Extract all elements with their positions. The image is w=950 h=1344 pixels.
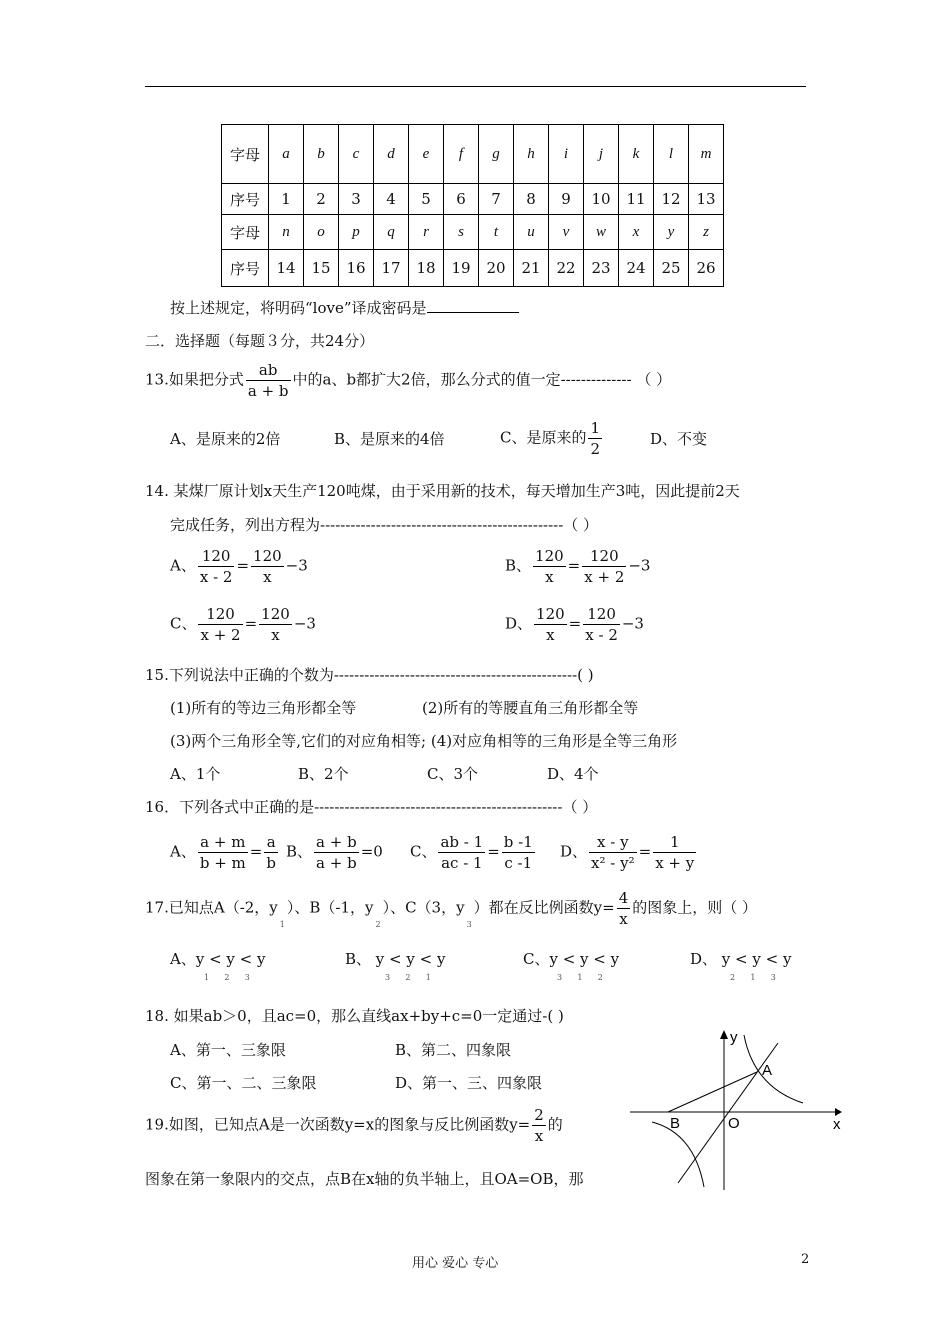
letter-cell: y [654,215,689,250]
q13-option-d: D、不变 [650,430,708,448]
frac-denominator: a + b [316,854,357,872]
option-tail: −3 [621,614,644,633]
number-cell: 7 [479,184,514,215]
fraction [534,604,567,645]
letter-cell: k [619,125,654,184]
fraction [582,546,626,587]
frac-numerator: ab - 1 [440,833,484,851]
question-19 [145,1105,563,1146]
option-text: B、 y < y < y [345,950,446,968]
q13-option-b: B、是原来的4倍 [334,430,445,448]
fraction [502,832,535,873]
q15-stem: 15.下列说法中正确的个数为------------------------------------------------( ) [145,666,594,684]
letter-cell: g [479,125,514,184]
letter-cell: j [584,125,619,184]
frac-denominator: x² - y² [591,854,635,872]
q13-option-c-text: C、是原来的 [500,428,587,447]
number-cell: 10 [584,184,619,215]
option-tail: −3 [285,556,308,575]
number-cell: 16 [339,250,374,287]
q17-option-d [690,948,791,982]
fraction [653,832,696,873]
frac-denominator: a + b [247,382,289,400]
letter-cell: f [444,125,479,184]
frac-numerator: 120 [535,547,564,565]
option-text: A、y < y < y [170,950,266,968]
fraction [532,1105,546,1146]
frac-denominator: x [545,568,554,586]
q17-text: ）、C（3，y [382,898,465,917]
letter-cell: w [584,215,619,250]
number-cell: 6 [444,184,479,215]
number-cell: 4 [374,184,409,215]
q15-option-a: A、1个 [170,765,221,783]
letter-cell: a [269,125,304,184]
option-label: A、 [170,556,196,575]
q19-text: 19.如图，已知点A是一次函数y=x的图象与反比例函数y= [145,1115,531,1134]
q18-option-b: B、第二、四象限 [395,1041,512,1059]
q18-option-d: D、第一、三、四象限 [395,1074,543,1092]
q18-option-a: A、第一、三象限 [170,1041,286,1059]
header-rule [145,86,806,87]
letter-cell: l [654,125,689,184]
letter-cell: h [514,125,549,184]
label-o: O [728,1115,740,1132]
frac-numerator: b -1 [503,833,533,851]
q14-line2: 完成任务，列出方程为------------------------------------------------（ ） [170,516,599,534]
letter-cell: c [339,125,374,184]
q13-fraction [246,360,291,401]
table-row-numbers-2 [222,250,724,287]
letter-cell: n [269,215,304,250]
q15-statement-1: (1)所有的等边三角形都全等 [170,699,357,717]
option-subscripts: 3 1 2 [557,973,603,982]
option-subscripts: 2 1 3 [730,973,776,982]
number-cell: 1 [269,184,304,215]
fraction [583,604,620,645]
frac-numerator: ab [246,360,291,381]
letter-cell: u [514,215,549,250]
table-row-letters-1 [222,125,724,184]
letter-cell: s [444,215,479,250]
row-label: 序号 [222,184,269,215]
q17-option-b [345,948,445,982]
fraction [259,604,292,645]
letter-cell: r [409,215,444,250]
frac-numerator: 4 [618,889,629,907]
number-cell: 26 [689,250,724,287]
q15-statement-3-4: (3)两个三角形全等,它们的对应角相等; (4)对应角相等的三角形是全等三角形 [170,732,678,750]
fraction [314,832,359,873]
option-label: C、 [410,842,437,861]
letter-cell: b [304,125,339,184]
frac-numerator: 1 [653,832,696,853]
frac-denominator: b + m [199,854,246,872]
number-cell: 20 [479,250,514,287]
q14-option-d: D、 $\frac{120}{x}$ = $\frac{120}{x - 2}$ −3 [505,605,644,644]
q16-option-d: D、 $\frac{x - y}{\text{x² - y²}}$ = $\frac{1}{x + y}$ [560,833,695,872]
label-x: x [833,1116,841,1133]
letter-cell: v [549,215,584,250]
number-cell: 3 [339,184,374,215]
letter-cell: z [689,215,724,250]
frac-numerator: 120 [583,604,620,625]
label-b: B [670,1115,681,1132]
fraction [198,832,248,873]
number-cell: 24 [619,250,654,287]
number-cell: 9 [549,184,584,215]
option-label: D、 [560,842,588,861]
row-label: 字母 [222,125,269,184]
frac-numerator: 120 [198,604,242,625]
frac-denominator: x [534,1127,544,1145]
number-cell: 18 [409,250,444,287]
frac-numerator: 120 [198,546,235,567]
q14-option-c: C、 $\frac{120}{x + 2}$ = $\frac{120}{x}$ −3 [170,605,316,644]
option-tail: −3 [628,556,651,575]
section-title: 二．选择题（每题３分，共24分） [145,332,375,350]
number-cell: 13 [689,184,724,215]
row-label: 字母 [222,215,269,250]
frac-numerator: 1 [590,419,601,437]
number-cell: 14 [269,250,304,287]
letter-cell: x [619,215,654,250]
frac-denominator: x + 2 [200,626,241,644]
letter-cell: o [304,215,339,250]
frac-denominator: x [271,626,280,644]
option-subscripts: 3 2 1 [385,973,431,982]
hyperbola-branch-1 [744,1035,803,1103]
q14-option-a: A、 $\frac{120}{x - 2}$ = $\frac{120}{x}$ −3 [170,547,308,586]
number-cell: 15 [304,250,339,287]
number-cell: 8 [514,184,549,215]
subscript: 1 [279,919,285,929]
q16-stem: 16．下列各式中正确的是-------------------------------------------------（ ） [145,798,598,816]
option-label: D、 [505,614,533,633]
letter-cell: q [374,215,409,250]
frac-denominator: x [546,626,555,644]
frac-denominator: x - 2 [199,568,233,586]
q19-text: 的 [547,1115,563,1134]
q17-text: 的图象上，则（ ） [632,898,758,917]
number-cell: 23 [584,250,619,287]
option-label: B、 [286,842,313,861]
frac-denominator: 2 [590,440,601,458]
q13-c-fraction [588,418,602,459]
q16-option-a: A、 $\frac{a + m}{b + m}$ = $\frac{a}{b}$ [170,833,276,872]
number-cell: 2 [304,184,339,215]
cipher-table [221,124,724,287]
frac-denominator: x [619,910,628,928]
q13-option-a: A、是原来的2倍 [170,430,281,448]
number-cell: 11 [619,184,654,215]
q15-statement-2: (2)所有的等腰直角三角形都全等 [422,699,639,717]
q15-option-b: B、2个 [298,765,349,783]
option-label: B、 [505,556,532,575]
label-a: A [762,1062,773,1079]
q13-post: 中的a、b都扩大2倍，那么分式的值一定-------------- （ ） [292,370,672,389]
q18-stem: 18. 如果ab＞0，且ac=0，那么直线ax+by+c=0一定通过-( ) [145,1007,564,1025]
frac-numerator: 120 [582,546,626,567]
option-label: C、 [170,614,197,633]
letter-cell: m [689,125,724,184]
q17-text: ）、B（-1，y [286,898,374,917]
table-row-letters-2 [222,215,724,250]
fraction [438,832,485,873]
option-tail: =0 [360,842,383,861]
footer-motto: 用心 爱心 专心 [412,1256,499,1271]
q17-text: 17.已知点A（-2，y [145,898,278,917]
fraction [264,832,278,873]
frac-numerator: x - y [589,832,637,853]
q15-option-c: C、3个 [427,765,479,783]
answer-blank [427,298,519,313]
frac-numerator: 2 [534,1106,544,1124]
letter-cell: i [549,125,584,184]
option-text: D、 y < y < y [690,950,792,968]
letter-cell: p [339,215,374,250]
x-axis-arrow [835,1108,842,1116]
coordinate-figure [620,1025,860,1195]
q16-option-b [286,832,383,873]
frac-numerator: 120 [253,547,282,565]
label-y: y [730,1029,738,1046]
fraction [251,546,284,587]
number-cell: 21 [514,250,549,287]
frac-denominator: x - 2 [585,626,618,644]
page-number: 2 [801,1252,810,1267]
question-13 [145,360,671,401]
fraction [589,832,637,873]
cipher-question-text: 按上述规定，将明码“love”译成密码是 [170,299,427,317]
frac-denominator: ac - 1 [441,854,483,872]
q19-line2: 图象在第一象限内的交点，点B在x轴的负半轴上，且OA=OB，那 [145,1170,584,1188]
option-tail: −3 [293,614,316,633]
number-cell: 5 [409,184,444,215]
q17-option-a [170,948,265,982]
fraction [198,604,242,645]
subscript: 2 [375,919,381,929]
fraction [533,546,566,587]
number-cell: 22 [549,250,584,287]
letter-cell: e [409,125,444,184]
frac-denominator: b [266,854,276,872]
option-label: A、 [170,842,196,861]
letter-cell: t [479,215,514,250]
subscript: 3 [466,919,472,929]
frac-numerator: a [264,832,278,853]
fraction [198,546,235,587]
q18-option-c: C、第一、二、三象限 [170,1074,317,1092]
q13-pre: 13.如果把分式 [145,370,244,389]
table-row-numbers-1 [222,184,724,215]
frac-numerator: 120 [536,605,565,623]
q15-option-d: D、4个 [547,765,599,783]
fraction [617,888,631,929]
frac-denominator: x + 2 [584,568,625,586]
question-17 [145,888,757,929]
q14-line1: 14. 某煤厂原计划x天生产120吨煤，由于采用新的技术，每天增加生产3吨，因此提前2天 [145,482,740,500]
q14-option-b: B、 $\frac{120}{x}$ = $\frac{120}{x + 2}$ −3 [505,547,651,586]
frac-denominator: x + y [655,854,695,872]
q13-option-c [500,418,604,459]
number-cell: 19 [444,250,479,287]
frac-numerator: 120 [261,605,290,623]
frac-denominator: c -1 [504,854,533,872]
row-label: 序号 [222,250,269,287]
number-cell: 17 [374,250,409,287]
option-text: C、y < y < y [523,950,620,968]
frac-denominator: x [263,568,272,586]
q16-option-c: C、 $\frac{ab - 1}{ac - 1}$ = $\frac{b -1}{c -1}$ [410,833,533,872]
frac-numerator: a + b [316,833,357,851]
number-cell: 12 [654,184,689,215]
option-subscripts: 1 2 3 [204,973,250,982]
cipher-question [170,297,519,318]
frac-numerator: a + m [198,832,248,853]
q17-text: ）都在反比例函数y= [473,898,615,917]
q17-option-c [523,948,619,982]
number-cell: 25 [654,250,689,287]
line-ab [668,1072,757,1112]
letter-cell: d [374,125,409,184]
y-axis-arrow [720,1030,728,1039]
